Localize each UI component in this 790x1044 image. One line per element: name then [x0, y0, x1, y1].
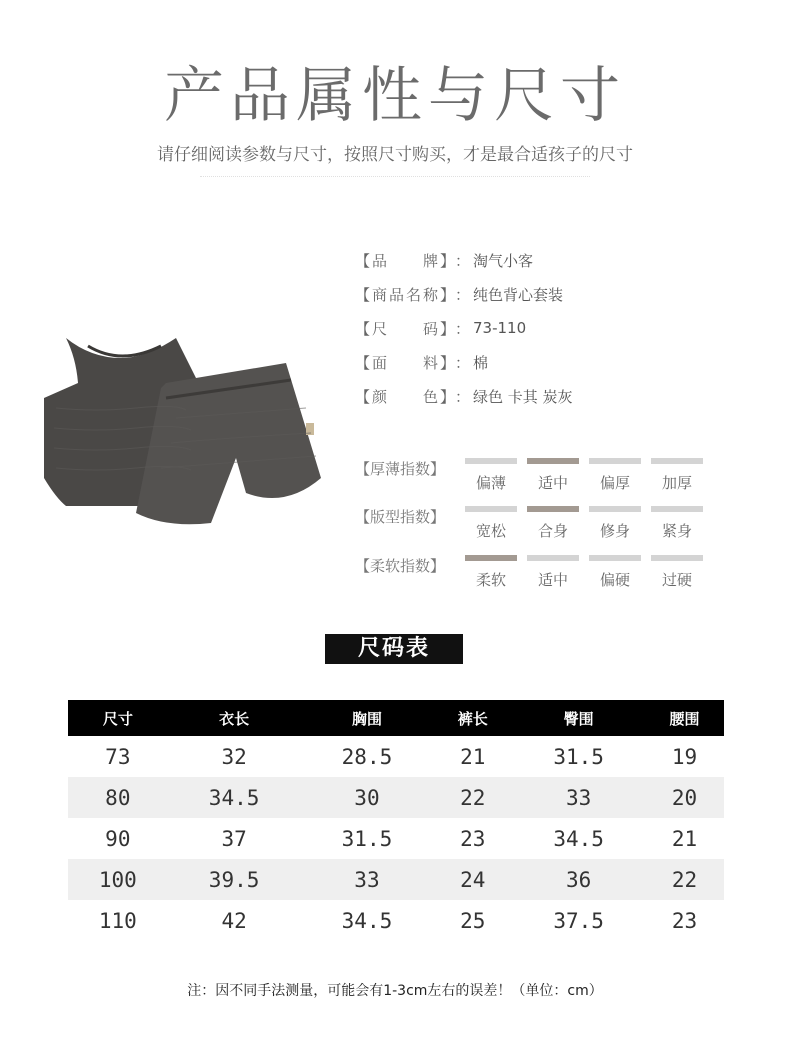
scale-bar [527, 506, 579, 512]
attr-value: 棉 [473, 353, 489, 372]
scale-label: 【厚薄指数】 [355, 460, 446, 478]
attr-sep: ： [455, 319, 471, 338]
scale-option [651, 506, 703, 541]
scale-option [589, 458, 641, 493]
table-cell: 31.5 [341, 826, 393, 851]
table-cell: 33 [301, 859, 434, 900]
scale-option [589, 555, 641, 590]
scale-option-label: 偏厚 [599, 474, 630, 492]
scale-option-label: 偏硬 [599, 571, 630, 589]
scale-bar [651, 458, 703, 464]
attr-key: 【尺 码】 [355, 319, 455, 338]
table-cell: 39.5 [168, 859, 301, 900]
scale-bar [589, 555, 641, 561]
column-header: 尺寸 [68, 700, 168, 736]
table-cell: 20 [645, 777, 724, 818]
scale-option-label: 宽松 [475, 522, 506, 540]
scale-option-label: 适中 [537, 474, 568, 492]
attr-value: 淘气小客 [473, 251, 534, 270]
table-header-row [68, 700, 724, 736]
scale-bar [465, 555, 517, 561]
attr-value: 绿色 卡其 炭灰 [473, 387, 573, 406]
table-cell: 19 [671, 744, 698, 769]
column-header: 臀围 [512, 700, 645, 736]
scale-option-label: 适中 [537, 571, 568, 589]
attr-key: 【颜 色】 [355, 387, 455, 406]
table-cell: 25 [460, 908, 486, 933]
attr-color [355, 379, 573, 413]
table-row [68, 900, 724, 941]
scale-option-label: 柔软 [475, 571, 506, 589]
table-cell: 33 [512, 777, 645, 818]
scale-label: 【版型指数】 [355, 508, 446, 526]
table-cell: 23 [460, 826, 486, 851]
table-cell: 42 [221, 908, 247, 933]
scale-option-label: 过硬 [661, 571, 692, 589]
scale-option [527, 506, 579, 541]
size-table-title: 尺码表 [325, 634, 463, 664]
attr-value: 纯色背心套装 [473, 285, 564, 304]
page-title: 产品属性与尺寸 [164, 61, 626, 131]
scale-bar [527, 555, 579, 561]
measurement-note: 注：因不同手法测量，可能会有1-3cm左右的误差！（单位：cm） [187, 983, 603, 999]
scale-option [527, 555, 579, 590]
scale-option [589, 506, 641, 541]
scale-option-label: 紧身 [661, 522, 692, 540]
scale-bar [651, 506, 703, 512]
attr-sep: ： [455, 285, 471, 304]
scale-bar [589, 458, 641, 464]
table-cell: 21 [671, 826, 698, 851]
attr-key: 【面 料】 [355, 353, 455, 372]
column-header: 胸围 [301, 700, 434, 736]
table-cell: 23 [671, 908, 698, 933]
table-cell: 24 [433, 859, 512, 900]
scale-option-label: 偏薄 [475, 474, 506, 492]
page-subtitle: 请仔细阅读参数与尺寸，按照尺寸购买，才是最合适孩子的尺寸 [157, 145, 633, 165]
table-cell: 31.5 [553, 744, 604, 769]
table-cell: 22 [645, 859, 724, 900]
attr-brand [355, 243, 573, 277]
table-cell: 73 [105, 744, 131, 769]
table-row [68, 859, 724, 900]
scale-option [651, 458, 703, 493]
column-header: 裤长 [433, 700, 512, 736]
table-cell: 100 [68, 859, 168, 900]
table-cell: 110 [98, 908, 137, 933]
attr-key: 【商品名称】 [355, 285, 455, 304]
attr-sep: ： [455, 387, 471, 406]
scale-option [651, 555, 703, 590]
table-cell: 32 [221, 744, 247, 769]
product-attributes [355, 243, 573, 413]
scale-option-label: 加厚 [661, 474, 692, 492]
scale-bar [465, 506, 517, 512]
scale-option [465, 506, 517, 541]
table-row [68, 818, 724, 859]
table-cell: 34.5 [553, 826, 604, 851]
table-cell: 34.5 [341, 908, 393, 933]
attr-sep: ： [455, 251, 471, 270]
table-cell: 34.5 [168, 777, 301, 818]
table-cell: 90 [105, 826, 131, 851]
attr-name [355, 277, 573, 311]
table-cell: 37 [221, 826, 247, 851]
scale-option [527, 458, 579, 493]
scale-option-label: 合身 [537, 522, 568, 540]
scale-option [465, 555, 517, 590]
table-cell: 36 [512, 859, 645, 900]
attr-fabric [355, 345, 573, 379]
scale-bar [465, 458, 517, 464]
size-table [68, 700, 724, 941]
table-cell: 37.5 [553, 908, 604, 933]
decorative-divider [200, 176, 590, 185]
table-cell: 21 [460, 744, 486, 769]
scale-label: 【柔软指数】 [355, 557, 446, 575]
attr-size [355, 311, 573, 345]
attr-key: 【品 牌】 [355, 251, 455, 270]
table-row [68, 736, 724, 777]
table-cell: 28.5 [341, 744, 393, 769]
attr-sep: ： [455, 353, 471, 372]
product-image [36, 328, 336, 528]
scale-option-label: 修身 [599, 522, 630, 540]
column-header: 衣长 [168, 700, 301, 736]
attr-value: 73-110 [473, 319, 527, 337]
scale-bar [589, 506, 641, 512]
table-row [68, 777, 724, 818]
scale-option [465, 458, 517, 493]
scale-bar [527, 458, 579, 464]
table-cell: 80 [68, 777, 168, 818]
scale-bar [651, 555, 703, 561]
table-cell: 22 [433, 777, 512, 818]
column-header: 腰围 [645, 700, 724, 736]
table-cell: 30 [301, 777, 434, 818]
